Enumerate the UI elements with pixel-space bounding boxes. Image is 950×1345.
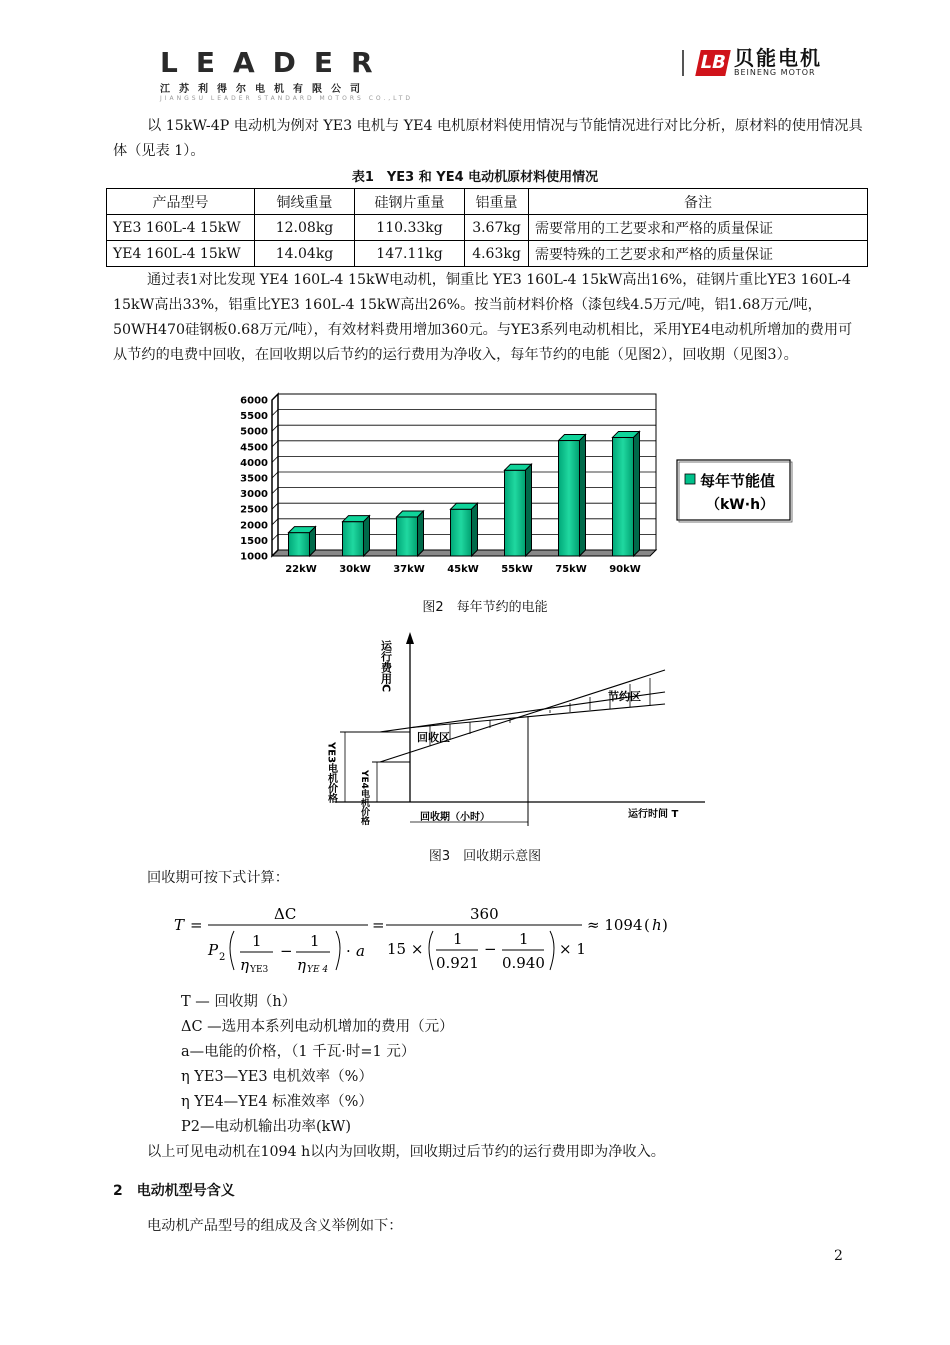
chart-legend bbox=[677, 460, 792, 522]
formula-one-d: 1 bbox=[519, 930, 529, 948]
formula-one-b: 1 bbox=[310, 932, 320, 950]
intro-paragraph: 以 15kW-4P 电动机为例对 YE3 电机与 YE4 电机原材料使用情况与节能情况进行对比分析，原材料的使用情况具体（见表 1）。 bbox=[113, 118, 863, 159]
leader-wordmark: LEADER bbox=[160, 46, 391, 79]
beineng-name-en: BEINENG MOTOR bbox=[734, 68, 816, 77]
y-axis-label: 运行费用C bbox=[379, 640, 393, 693]
section-heading: 2 电动机型号含义 bbox=[113, 1183, 235, 1199]
x-tick-label: 90kW bbox=[609, 564, 641, 575]
formula-a: a bbox=[356, 942, 365, 960]
leader-company-name: 江苏利得尔电机有限公司 bbox=[160, 84, 369, 95]
table1-caption: 表1 YE3 和 YE4 电动机原材料使用情况 bbox=[351, 170, 599, 185]
ye3-price-label: YE3电机价格 bbox=[325, 742, 337, 804]
legend-unit: （kW·h） bbox=[706, 497, 775, 513]
cell-copper: 12.08kg bbox=[255, 215, 355, 241]
formula-one-c: 1 bbox=[453, 930, 463, 948]
formula-intro: 回收期可按下式计算： bbox=[147, 870, 289, 886]
cell-model: YE3 160L-4 15kW bbox=[107, 215, 255, 241]
y-axis-arrow-icon bbox=[406, 632, 414, 644]
beineng-name-cn: 贝能电机 bbox=[734, 46, 822, 70]
formula-numerator-360: 360 bbox=[470, 905, 499, 923]
svg-text:=: = bbox=[190, 916, 203, 934]
bar bbox=[559, 435, 586, 556]
bar bbox=[289, 527, 316, 556]
svg-text:(: ( bbox=[644, 916, 650, 934]
ye4-price-label: YE4电机价格 bbox=[359, 770, 369, 825]
definition-item: a—电能的价格，（1 千瓦·时=1 元） bbox=[181, 1044, 416, 1060]
formula-eta-ye3: η bbox=[240, 956, 249, 974]
y-tick-label: 6000 bbox=[240, 395, 268, 407]
formula-numerator-delta-c: ΔC bbox=[274, 905, 297, 923]
materials-table bbox=[106, 188, 868, 267]
table-row bbox=[107, 241, 868, 267]
payback-label: 回收期（小时） bbox=[420, 812, 490, 823]
bar bbox=[343, 516, 370, 556]
header-model: 产品型号 bbox=[107, 189, 255, 215]
beineng-logo bbox=[682, 48, 822, 77]
y-tick-label: 1500 bbox=[240, 535, 268, 547]
x-tick-label: 55kW bbox=[501, 564, 533, 575]
ye3-cost-line-lower bbox=[412, 704, 665, 728]
y-tick-label: 4500 bbox=[240, 442, 268, 454]
legend-swatch bbox=[685, 474, 695, 484]
formula-eff-ye3: 0.921 bbox=[436, 954, 479, 972]
figure2-caption: 图2 每年节约的电能 bbox=[422, 600, 548, 615]
logo-divider bbox=[682, 50, 684, 76]
formula-eta-ye3-sub: YE3 bbox=[250, 965, 269, 975]
definition-item: η YE4—YE4 标准效率（%） bbox=[181, 1094, 373, 1110]
cell-remark: 需要常用的工艺要求和严格的质量保证 bbox=[529, 215, 868, 241]
bar bbox=[397, 511, 424, 556]
definition-item: T — 回收期（h） bbox=[181, 994, 297, 1010]
conclusion-paragraph: 以上可见电动机在1094 h以内为回收期，回收期过后节约的运行费用即为净收入。 bbox=[147, 1144, 665, 1160]
header-copper: 铜线重量 bbox=[255, 189, 355, 215]
definition-item: P2—电动机输出功率(kW) bbox=[181, 1119, 351, 1135]
y-tick-label: 5500 bbox=[240, 411, 268, 423]
formula-p2-sub: 2 bbox=[219, 952, 226, 963]
definitions-list bbox=[181, 990, 454, 1140]
cell-silicon-steel: 110.33kg bbox=[355, 215, 465, 241]
bar bbox=[613, 431, 640, 556]
x-tick-label: 37kW bbox=[393, 564, 425, 575]
cell-aluminum: 4.63kg bbox=[465, 241, 529, 267]
cell-copper: 14.04kg bbox=[255, 241, 355, 267]
bar bbox=[505, 464, 532, 556]
saving-zone-label: 节约区 bbox=[608, 690, 641, 703]
formula-eta-ye4: η bbox=[297, 956, 306, 974]
section-text: 电动机产品型号的组成及含义举例如下： bbox=[147, 1218, 403, 1234]
y-tick-label: 2000 bbox=[240, 520, 268, 532]
cell-aluminum: 3.67kg bbox=[465, 215, 529, 241]
leader-company-en: JIANGSU LEADER STANDARD MOTORS CO.,LTD bbox=[160, 95, 413, 102]
x-tick-label: 75kW bbox=[555, 564, 587, 575]
y-tick-label: 3000 bbox=[240, 489, 268, 501]
svg-text:·: · bbox=[346, 942, 351, 960]
header-aluminum: 铝重量 bbox=[465, 189, 529, 215]
figure3-caption: 图3 回收期示意图 bbox=[428, 849, 542, 864]
definition-item: ΔC —选用本系列电动机增加的费用（元） bbox=[181, 1019, 454, 1035]
page-number: 2 bbox=[834, 1248, 843, 1264]
y-tick-label: 2500 bbox=[240, 504, 268, 516]
y-tick-label: 3500 bbox=[240, 473, 268, 485]
payback-formula bbox=[168, 898, 688, 980]
x-tick-label: 30kW bbox=[339, 564, 371, 575]
table-header-row bbox=[107, 189, 868, 215]
payback-diagram bbox=[320, 630, 720, 835]
svg-text:): ) bbox=[662, 916, 668, 934]
ye4-cost-line bbox=[380, 670, 665, 762]
table-row bbox=[107, 215, 868, 241]
svg-text:=: = bbox=[372, 916, 385, 934]
formula-lhs: T bbox=[174, 916, 185, 934]
formula-15: 15 × bbox=[387, 940, 424, 958]
formula-times-1: × 1 bbox=[559, 940, 586, 958]
beineng-mark-icon: LB bbox=[695, 50, 731, 76]
y-tick-label: 5000 bbox=[240, 426, 268, 438]
cell-model: YE4 160L-4 15kW bbox=[107, 241, 255, 267]
zone-hatching bbox=[430, 678, 650, 746]
definition-item: η YE3—YE3 电机效率（%） bbox=[181, 1069, 373, 1085]
cell-silicon-steel: 147.11kg bbox=[355, 241, 465, 267]
cell-remark: 需要特殊的工艺要求和严格的质量保证 bbox=[529, 241, 868, 267]
bar bbox=[451, 503, 478, 556]
formula-eff-ye4: 0.940 bbox=[502, 954, 545, 972]
comparison-paragraph: 通过表1对比发现 YE4 160L-4 15kW电动机，铜重比 YE3 160L-4 15kW高出16%，硅钢片重比YE3 160L-4 15kW高出33%，铝重比YE3 160L-4 15kW高出26%。按当前材料价格（漆包线4.5万元/吨，铝1.68万元/吨，50WH470硅钢板0.68万元/吨），有效材料费用增加360元。与YE3系列电动机相比，采用YE4电动机所增加的费用可从节约的电费中回收，在回收期以后节约的运行费用为净收入，每年节约的电能（见图2），回收期（见图3）。 bbox=[113, 272, 853, 363]
x-axis-label: 运行时间 T bbox=[628, 809, 679, 820]
x-tick-label: 45kW bbox=[447, 564, 479, 575]
svg-text:−: − bbox=[484, 940, 497, 958]
formula-result: ≈ 1094 bbox=[587, 916, 643, 934]
x-tick-label: 22kW bbox=[285, 564, 317, 575]
y-tick-label: 4000 bbox=[240, 457, 268, 469]
energy-saving-chart bbox=[230, 390, 800, 585]
header-silicon-steel: 硅钢片重量 bbox=[355, 189, 465, 215]
recovery-zone-label: 回收区 bbox=[417, 731, 450, 744]
formula-eta-ye4-sub: YE 4 bbox=[307, 965, 329, 975]
legend-label: 每年节能值 bbox=[700, 472, 776, 490]
formula-one-a: 1 bbox=[252, 932, 262, 950]
header-remark: 备注 bbox=[529, 189, 868, 215]
svg-text:−: − bbox=[280, 942, 293, 960]
leader-logo bbox=[160, 46, 413, 102]
y-tick-label: 1000 bbox=[240, 551, 268, 563]
formula-unit: h bbox=[652, 916, 662, 934]
formula-p2: P bbox=[208, 941, 219, 959]
